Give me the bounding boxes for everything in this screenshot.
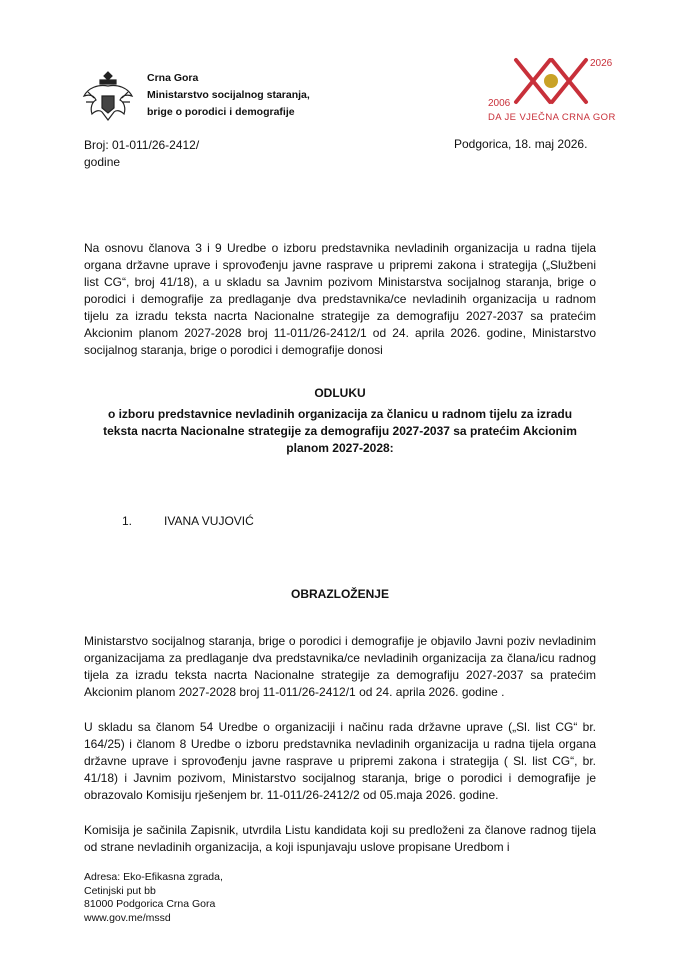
logo-year-left: 2006 — [488, 98, 511, 109]
reasoning-title: OBRAZLOŽENJE — [290, 587, 389, 601]
footer-address-line3: 81000 Podgorica Crna Gora — [84, 898, 216, 910]
anniversary-logo — [486, 54, 616, 124]
country-name: Crna Gora — [147, 72, 199, 84]
list-item-number: 1. — [122, 514, 133, 528]
logo-year-right: 2026 — [590, 58, 613, 69]
footer-website-link[interactable]: www.gov.me/mssd — [84, 911, 171, 924]
reference-block — [84, 137, 199, 171]
footer-address-line2: Cetinjski put bb — [84, 884, 156, 897]
decision-title: ODLUKU — [314, 386, 366, 400]
reasoning-paragraph-1: Ministarstvo socijalnog staranja, brige o porodici i demografije je objavilo Javni poziv nevladinim organizacijama za predlaganje dva predstavnika/ce nevladinih organizacija za člana/icu radnog tijela za izradu teksta nacrta Nacionalne strategije za demografiju 2027-2037 sa pratećim Akcionim planom 2027-2028 broj 11-011/26-2412/1 od 24. aprila 2026. godine . — [84, 634, 596, 699]
reasoning-paragraph-2: U skladu sa članom 54 Uredbe o organizaciji i načinu rada državne uprave („Sl. list CG“ br. 164/25) i članom 8 Uredbe o izboru predstavnika nevladinih organizacija u radna tijela organa državne uprave i sprovođenju javne rasprave u pripremi zakona i strategija ( Sl. list CG“, br. 41/18) i Javnim pozivom, Ministarstvo socijalnog staranja, brige o porodici i demografije je obrazovalo Komisiju rješenjem br. 11-011/26-2412/2 od 05.maja 2026. godine. — [84, 720, 596, 802]
place-date: Podgorica, 18. maj 2026. — [454, 137, 588, 151]
selected-member-name: IVANA VUJOVIĆ — [164, 514, 254, 528]
footer-address — [84, 871, 223, 925]
decision-subtitle: o izboru predstavnice nevladinih organizacija za članicu u radnom tijelu za izradu teksta nacrta Nacionalne strategije za demografiju 2027-2037 sa pratećim Akcionim planom 2027-2028: — [103, 407, 577, 455]
reference-number: Broj: 01-011/26-2412/ — [84, 138, 200, 152]
footer-address-line1: Adresa: Eko-Efikasna zgrada, — [84, 871, 223, 883]
intro-paragraph: Na osnovu članova 3 i 9 Uredbe o izboru predstavnika nevladinih organizacija u radna tijela organa državne uprave i sprovođenju javne rasprave u pripremi zakona i strategija („Službeni list CG“, broj 41/18), a u skladu sa Javnim pozivom Ministarstva socijalnog staranja, brige o porodici i demografije za predlaganje dva predstavnika/ce nevladinih organizacija u radnom tijelu za izradu teksta nacrta Nacionalne strategije za demografiju 2027-2037 sa pratećim Akcionim planom 2027-2028 broj 11-011/26-2412/1 od 24. aprila 2026. godine, Ministarstvo socijalnog staranja, brige o porodici i demografije donosi — [84, 241, 596, 357]
reference-year: godine — [84, 155, 121, 169]
xx-logo-icon — [486, 54, 616, 124]
ministry-header — [147, 70, 310, 121]
reasoning-paragraph-3: Komisija je sačinila Zapisnik, utvrdila Listu kandidata koji su predloženi za članove radnog tijela od strane nevladinih organizacija, a koji ispunjavaju uslove propisane Uredbom i — [84, 823, 596, 854]
logo-slogan: DA JE VJEČNA CRNA GORA — [488, 112, 616, 123]
ministry-name-line2: brige o porodici i demografije — [147, 106, 295, 118]
coat-of-arms-icon — [78, 66, 138, 126]
ministry-name-line1: Ministarstvo socijalnog staranja, — [147, 89, 310, 101]
